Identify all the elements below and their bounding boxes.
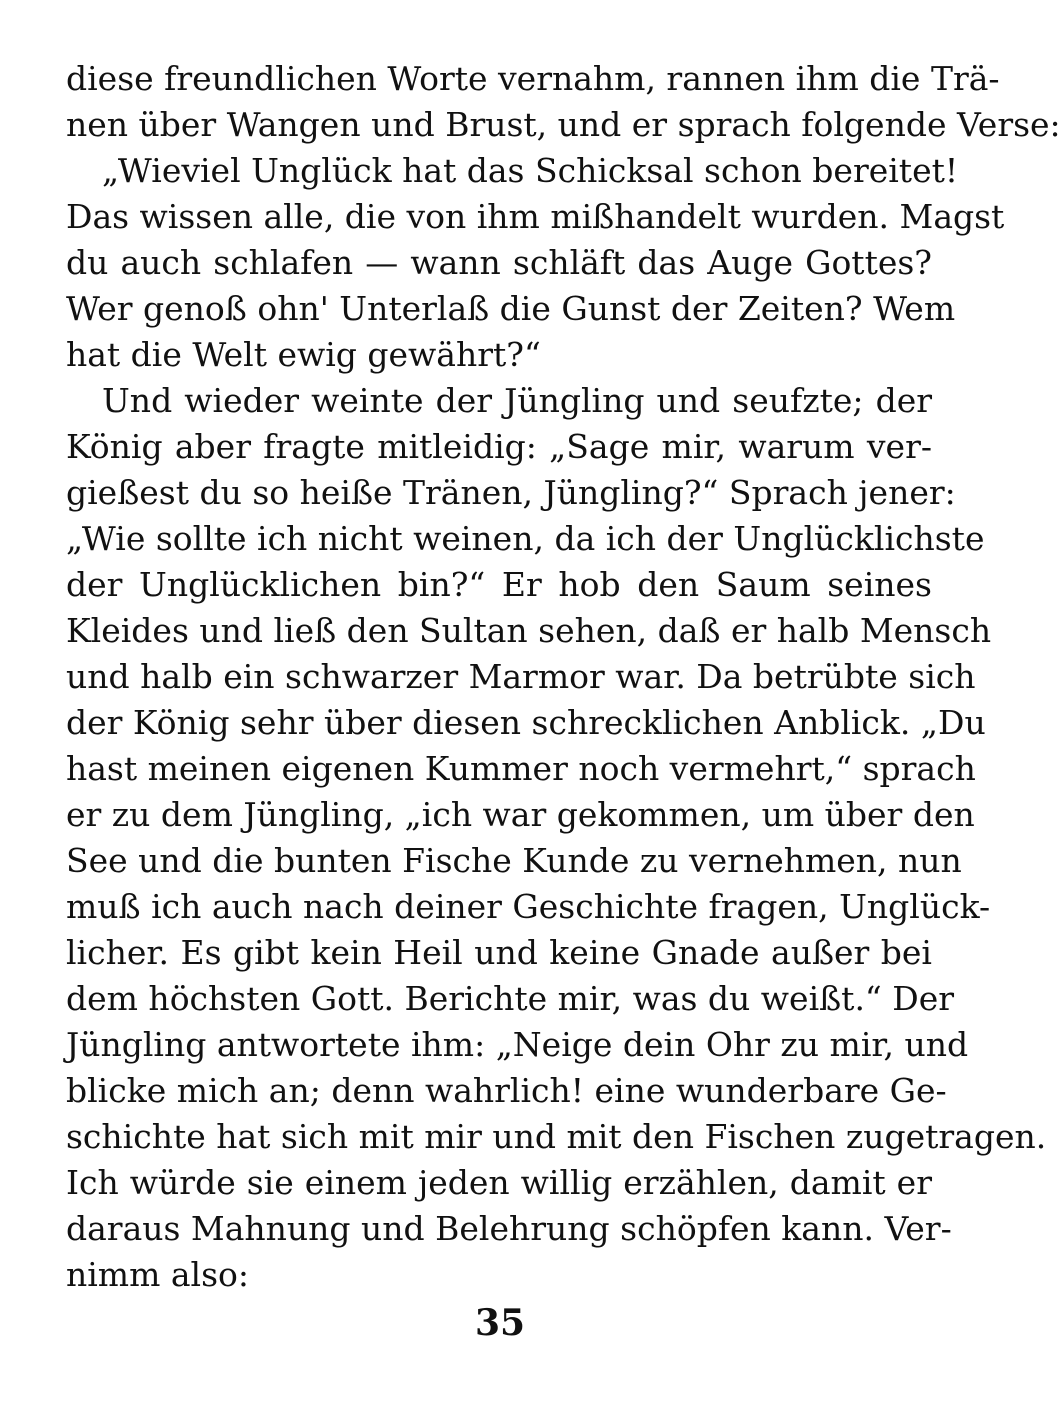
text-line: diese freundlichen Worte vernahm, rannen ihm die Trä- (66, 59, 1000, 98)
text-line: dem höchsten Gott. Berichte mir, was du weißt.“ Der (66, 979, 955, 1018)
text-line: hast meinen eigenen Kummer noch vermehrt,“ sprach (66, 749, 976, 788)
text-line: Kleides und ließ den Sultan sehen, daß er halb Mensch (66, 611, 992, 650)
text-line: der Unglücklichen bin?“ Er hob den Saum seines (66, 565, 932, 604)
text-line: hat die Welt ewig gewährt?“ (66, 335, 541, 374)
text-line: blicke mich an; denn wahrlich! eine wunderbare Ge- (66, 1071, 947, 1110)
text-line: Ich würde sie einem jeden willig erzählen, damit er (66, 1163, 932, 1202)
text-line: „Wie sollte ich nicht weinen, da ich der Unglücklichste (66, 519, 985, 558)
text-line: und halb ein schwarzer Marmor war. Da betrübte sich (66, 657, 976, 696)
text-line: schichte hat sich mit mir und mit den Fischen zugetragen. (66, 1117, 1047, 1156)
text-line: Und wieder weinte der Jüngling und seufzte; der (102, 381, 932, 420)
text-line: licher. Es gibt kein Heil und keine Gnade außer bei (66, 933, 932, 972)
text-line: nimm also: (66, 1255, 250, 1294)
text-line: er zu dem Jüngling, „ich war gekommen, um über den (66, 795, 975, 834)
text-line: du auch schlafen — wann schläft das Auge Gottes? (66, 243, 932, 282)
text-line: muß ich auch nach deiner Geschichte fragen, Unglück- (66, 887, 991, 926)
text-line: Das wissen alle, die von ihm mißhandelt wurden. Magst (66, 197, 1005, 236)
text-line: der König sehr über diesen schrecklichen Anblick. „Du (66, 703, 986, 742)
text-line: daraus Mahnung und Belehrung schöpfen kann. Ver- (66, 1209, 952, 1248)
text-line: König aber fragte mitleidig: „Sage mir, warum ver- (66, 427, 932, 466)
page-number: 35 (474, 1302, 526, 1344)
body-text (66, 56, 1061, 1298)
text-line: See und die bunten Fische Kunde zu vernehmen, nun (66, 841, 962, 880)
text-line: Wer genoß ohn' Unterlaß die Gunst der Zeiten? Wem (66, 289, 956, 328)
text-line: Jüngling antwortete ihm: „Neige dein Ohr zu mir, und (66, 1025, 969, 1064)
text-line: nen über Wangen und Brust, und er sprach folgende Verse: (66, 105, 1061, 144)
text-line: gießest du so heiße Tränen, Jüngling?“ Sprach jener: (66, 473, 956, 512)
text-line: „Wieviel Unglück hat das Schicksal schon bereitet! (102, 151, 959, 190)
